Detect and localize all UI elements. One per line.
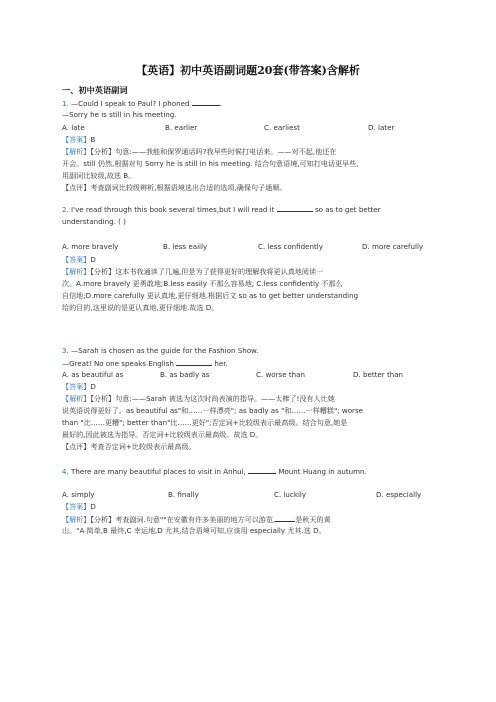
analysis-text: 【分析】这本书我通读了几遍,但是为了获得更好的理解我将更认真地阅读一 bbox=[90, 267, 324, 276]
option-b: B. earlier bbox=[165, 123, 198, 132]
answer-value: D bbox=[90, 502, 96, 511]
question-2-stem bbox=[62, 204, 434, 214]
answer-tag: 【答案】 bbox=[62, 255, 91, 264]
option-d: D. especially bbox=[376, 490, 422, 499]
analysis-line: 最好的,因此被选为指导。否定词+比较级表示最高级。故选 D。 bbox=[62, 430, 263, 439]
analysis-line bbox=[62, 147, 434, 156]
option-c: C. luckily bbox=[274, 490, 307, 499]
question-1-number: 1. bbox=[62, 99, 69, 108]
answer-value: D bbox=[90, 382, 96, 391]
option-c: C. worse than bbox=[256, 370, 305, 379]
option-a: A. as beautiful as bbox=[62, 370, 124, 379]
analysis-tag: 【解析】 bbox=[62, 147, 91, 156]
option-a: A. late bbox=[62, 123, 85, 132]
answer-blank bbox=[248, 466, 276, 474]
question-4-stem bbox=[62, 466, 434, 476]
question-2-number: 2. bbox=[62, 205, 69, 214]
analysis-text: 【分析】考查副词.句意""在安徽有许多美丽的地方可以游览, bbox=[90, 515, 276, 524]
answer-blank bbox=[277, 204, 313, 212]
analysis-line bbox=[62, 267, 434, 276]
analysis-tag: 【解析】 bbox=[62, 515, 91, 524]
question-3-line2-text: —Great! No one speaks English bbox=[62, 359, 174, 368]
analysis-tag: 【解析】 bbox=[62, 394, 91, 403]
answer-blank bbox=[176, 358, 212, 366]
option-b: B. finally bbox=[168, 490, 199, 499]
question-3-stem-text: —Sarah is chosen as the guide for the Fashion Show. bbox=[71, 346, 259, 355]
analysis-line: 开会。still 仍然,根据对句 Sorry he is still in his meeting. 结合句意语境,可知打电话更早些, bbox=[62, 159, 359, 168]
analysis-line: 自信地;D.more carefully 更认真地,更仔细地.根据后文 so as to get better understanding bbox=[62, 291, 359, 300]
question-4-number: 4. bbox=[62, 467, 69, 476]
analysis-text: 【分析】句意:——我能和保罗通话吗?我早些时候打电话来。——对不起,他还在 bbox=[90, 147, 337, 156]
answer-blank bbox=[192, 98, 223, 108]
answer-line bbox=[62, 135, 434, 144]
option-c: C. less confidently bbox=[258, 242, 323, 251]
answer-value: B bbox=[90, 135, 96, 144]
question-4-stem-end: Mount Huang in autumn. bbox=[278, 467, 367, 476]
answer-blank bbox=[275, 514, 295, 522]
answer-tag: 【答案】 bbox=[62, 135, 91, 144]
section-heading: 一、初中英语副词 bbox=[62, 85, 128, 95]
page-title: 【英语】初中英语副词题20套(带答案)含解析 bbox=[136, 64, 360, 77]
question-2-stem-end: so as to get better bbox=[314, 205, 381, 214]
analysis-line bbox=[62, 394, 434, 403]
answer-tag: 【答案】 bbox=[62, 382, 91, 391]
analysis-line: 说英语说得更好了。as beautiful as"和……一样漂亮"; as badly as "和……一样糟糕"; worse bbox=[62, 406, 364, 415]
question-1-line2: —Sorry he is still in his meeting. bbox=[62, 110, 177, 119]
question-3-line2 bbox=[62, 358, 434, 368]
option-d: D. later bbox=[368, 123, 395, 132]
option-b: B. less eaiily bbox=[163, 242, 208, 251]
analysis-line: 给的目的,这里说的是更认真地,更仔细地.故选 D。 bbox=[62, 303, 219, 312]
answer-line bbox=[62, 382, 434, 391]
option-b: B. as badly as bbox=[160, 370, 210, 379]
option-c: C. earliest bbox=[264, 123, 300, 132]
question-1-stem-end: . bbox=[219, 99, 223, 108]
comment-line: 【点评】考查副词比较级辨析,根据语境选出合适的选项,确保句子通顺。 bbox=[62, 183, 287, 192]
analysis-line: 次。A.more bravely 更勇敢地;B.less easily 不那么容易地; C.less confidently 不那么 bbox=[62, 279, 343, 288]
option-a: A. simply bbox=[62, 490, 95, 499]
analysis-line: 山。"A 简单,B 最终,C 幸运地,D 尤其,结合语境可知,应该用 especially 尤其.选 D。 bbox=[62, 526, 326, 535]
question-3-line2-end: her. bbox=[214, 359, 228, 368]
option-d: D. more carefully bbox=[362, 242, 424, 251]
question-4-stem-text: There are many beautiful places to visit in Anhui, bbox=[71, 467, 246, 476]
analysis-line: than "比……更糟"; better than"比……更好";否定词+比较级表示最高级。结合句意,她是 bbox=[62, 418, 348, 427]
question-1-stem bbox=[62, 98, 434, 108]
analysis-text: 【分析】句意:——Sarah 被选为这次时尚表演的指导。——太棒了!没有人比她 bbox=[90, 394, 335, 403]
question-3-number: 3. bbox=[62, 346, 69, 355]
analysis-line: 用副词比较级,故选 B。 bbox=[62, 171, 136, 180]
question-1-stem-text: —Could I speak to Paul? I phoned bbox=[71, 99, 190, 108]
question-2-line2: understanding. ( ) bbox=[62, 217, 126, 226]
answer-line bbox=[62, 255, 434, 264]
analysis-text: 是秋天的黄 bbox=[295, 515, 331, 524]
answer-value: D bbox=[90, 255, 96, 264]
analysis-line bbox=[62, 514, 434, 524]
option-d: D. better than bbox=[353, 370, 404, 379]
comment-line: 【点评】考查否定词+比较级表示最高级。 bbox=[62, 442, 196, 451]
option-a: A. more bravely bbox=[62, 242, 119, 251]
answer-tag: 【答案】 bbox=[62, 502, 91, 511]
question-2-stem-text: I've read through this book several times,but I will read it bbox=[71, 205, 275, 214]
question-3-stem bbox=[62, 346, 434, 355]
analysis-tag: 【解析】 bbox=[62, 267, 91, 276]
answer-line bbox=[62, 502, 434, 511]
